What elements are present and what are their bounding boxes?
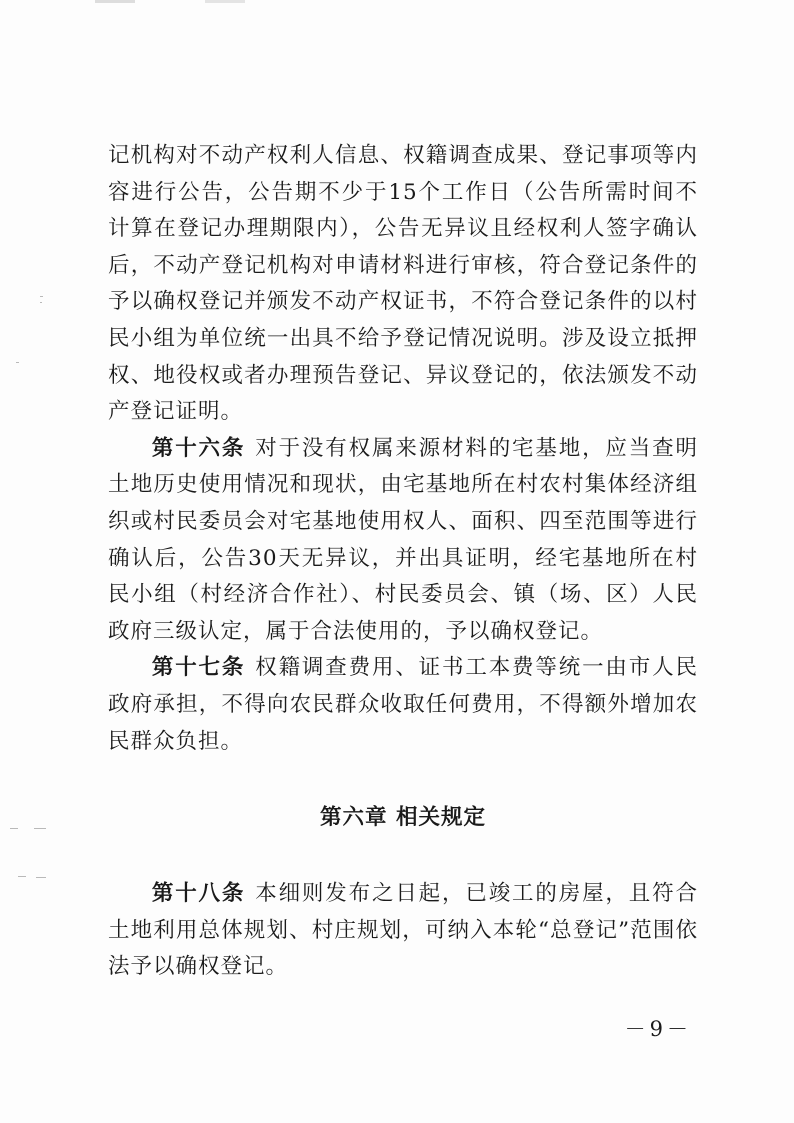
scan-edge-mark [95, 0, 135, 3]
paragraph-text: 记机构对不动产权利人信息、权籍调查成果、登记事项等内容进行公告，公告期不少于15个工作日（公告所需时间不计算在登记办理期限内），公告无异议且经权利人签字确认后，不动产登记机构对申请材料进行审核，符合登记条件的予以确权登记并颁发不动产权证书，不符合登记条件的以村民小组为单位统一出具不给予登记情况说明。涉及设立抵押权、地役权或者办理预告登记、异议登记的，依法颁发不动产登记证明。 [108, 143, 698, 425]
scan-speck [36, 877, 46, 878]
scan-speck [40, 302, 42, 303]
document-body [108, 138, 698, 986]
article-17 [108, 650, 698, 760]
scan-speck [34, 828, 46, 829]
paragraph-continuation [108, 138, 698, 431]
article-18 [108, 876, 698, 986]
article-text: 权籍调查费用、证书工本费等统一由市人民政府承担，不得向农民群众收取任何费用，不得额外增加农民群众负担。 [108, 655, 698, 754]
article-label: 第十七条 [151, 655, 246, 681]
scan-speck [18, 876, 26, 877]
article-16 [108, 431, 698, 651]
scan-speck [10, 828, 18, 829]
article-label: 第十六条 [151, 435, 246, 461]
scan-speck [16, 362, 19, 363]
scan-edge-mark [205, 0, 245, 3]
chapter-heading: 第六章 相关规定 [320, 805, 486, 831]
article-text: 对于没有权属来源材料的宅基地，应当查明土地历史使用情况和现状，由宅基地所在村农村集体经济组织或村民委员会对宅基地使用权人、面积、四至范围等进行确认后，公告30天无异议，并出具证明，经宅基地所在村民小组（村经济合作社）、村民委员会、镇（场、区）人民政府三级认定，属于合法使用的，予以确权登记。 [108, 435, 698, 644]
article-label: 第十八条 [151, 881, 246, 907]
article-text: 本细则发布之日起，已竣工的房屋，且符合土地利用总体规划、村庄规划，可纳入本轮“总登记”范围依法予以确权登记。 [108, 881, 698, 980]
scan-speck [40, 296, 43, 297]
page-number: －9－ [624, 1017, 692, 1041]
